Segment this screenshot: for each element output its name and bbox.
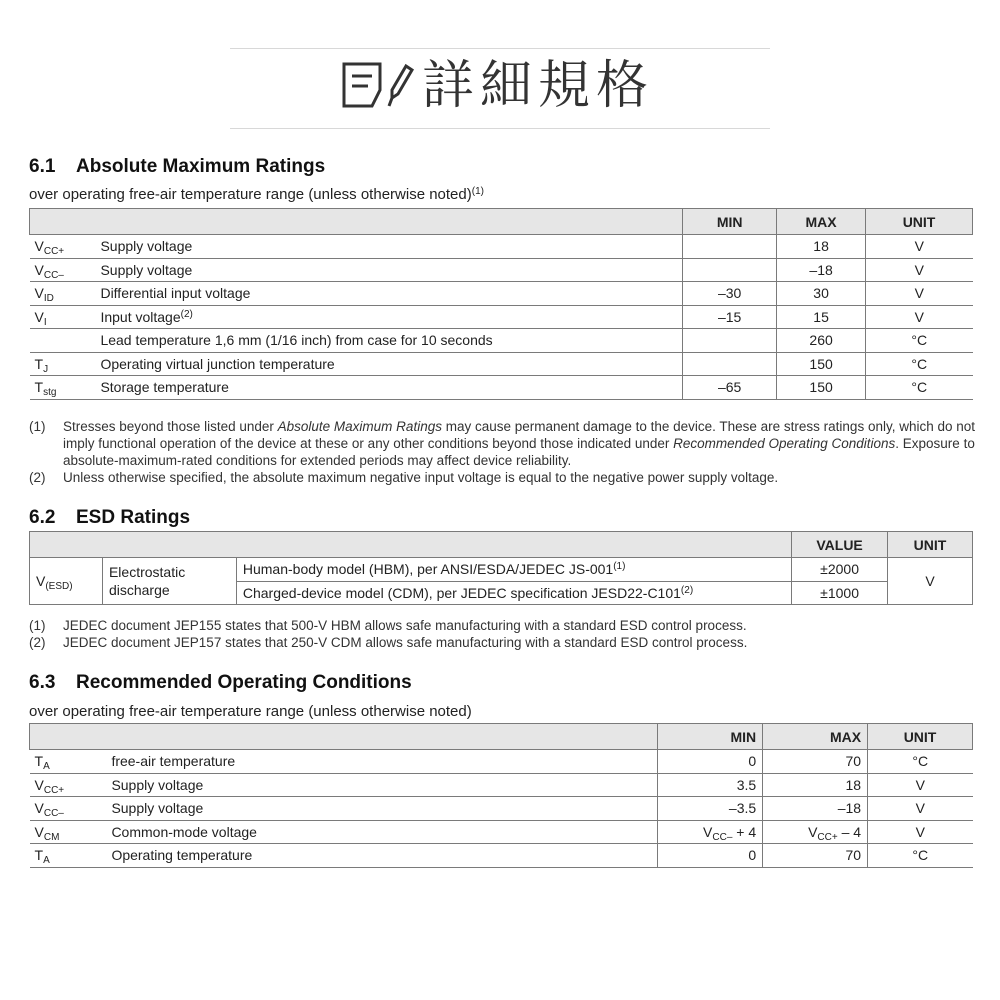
parameter-symbol bbox=[30, 844, 106, 868]
section-number: 6.3 bbox=[29, 672, 56, 693]
section-6-2-notes bbox=[29, 617, 975, 651]
esd-model-desc bbox=[236, 581, 791, 605]
symbol-letter: V bbox=[34, 308, 44, 325]
table-row bbox=[30, 797, 973, 821]
parameter-description bbox=[94, 305, 682, 329]
header-value: VALUE bbox=[792, 532, 888, 558]
table-row bbox=[30, 258, 973, 282]
note-italic-ref: Absolute Maximum Ratings bbox=[277, 419, 442, 434]
parameter-description: free-air temperature bbox=[105, 750, 657, 774]
note-text: JEDEC document JEP155 states that 500-V HBM allows safe manufacturing with a standard ESD control process. bbox=[63, 618, 747, 633]
footnote-ref: (2) bbox=[680, 584, 694, 596]
esd-unit: V bbox=[888, 558, 973, 605]
parameter-symbol bbox=[30, 235, 95, 259]
parameter-symbol bbox=[30, 773, 106, 797]
section-6-1-subtitle bbox=[29, 186, 484, 203]
unit-value: V bbox=[866, 258, 973, 282]
symbol-letter: V bbox=[34, 238, 44, 255]
parameter-symbol bbox=[30, 352, 95, 376]
parameter-symbol bbox=[30, 376, 95, 400]
header-min: MIN bbox=[683, 209, 777, 235]
parameter-symbol bbox=[30, 282, 95, 306]
unit-value: °C bbox=[866, 329, 973, 353]
note-italic-ref: Recommended Operating Conditions bbox=[673, 436, 896, 451]
symbol-letter: V bbox=[34, 823, 44, 840]
min-value: –65 bbox=[683, 376, 777, 400]
table-row bbox=[30, 820, 973, 844]
table-header-row bbox=[30, 209, 973, 235]
min-value: 3.5 bbox=[658, 773, 763, 797]
symbol-letter: V bbox=[808, 823, 818, 840]
parameter-description: Supply voltage bbox=[105, 797, 657, 821]
parameter-description bbox=[94, 376, 682, 400]
note-text bbox=[63, 418, 975, 469]
header-max: MAX bbox=[777, 209, 866, 235]
parameter-description bbox=[94, 258, 682, 282]
symbol-subscript: CM bbox=[43, 831, 60, 843]
unit-value: V bbox=[866, 305, 973, 329]
parameter-description bbox=[94, 235, 682, 259]
table-row bbox=[30, 282, 973, 306]
unit-value: V bbox=[866, 282, 973, 306]
symbol-subscript: CC– bbox=[712, 831, 733, 843]
section-6-2-heading bbox=[29, 507, 190, 529]
esd-ratings-table bbox=[29, 531, 973, 605]
symbol-letter: V bbox=[36, 573, 46, 589]
max-value: 30 bbox=[777, 282, 866, 306]
banner-title: 詳細規格 bbox=[422, 56, 655, 116]
esd-value: ±1000 bbox=[792, 581, 888, 605]
section-6-1-heading bbox=[29, 156, 325, 178]
symbol-subscript: CC+ bbox=[817, 831, 838, 843]
note-number: (1) bbox=[29, 419, 46, 434]
table-row bbox=[30, 329, 973, 353]
symbol-subscript: A bbox=[43, 761, 50, 773]
parameter-symbol bbox=[30, 305, 95, 329]
section-title: Absolute Maximum Ratings bbox=[76, 156, 326, 177]
min-value: 0 bbox=[658, 844, 763, 868]
symbol-letter: V bbox=[34, 285, 44, 302]
description-text: Differential input voltage bbox=[100, 285, 251, 302]
parameter-description bbox=[94, 329, 682, 353]
parameter-description bbox=[94, 352, 682, 376]
min-value bbox=[683, 258, 777, 282]
max-value: –18 bbox=[777, 258, 866, 282]
parameter-symbol bbox=[30, 820, 106, 844]
symbol-letter: T bbox=[34, 379, 44, 396]
symbol-letter: T bbox=[34, 355, 44, 372]
offset-text: – 4 bbox=[837, 823, 862, 840]
note-number: (2) bbox=[29, 635, 46, 650]
header-unit: UNIT bbox=[868, 724, 973, 750]
table-row bbox=[30, 376, 973, 400]
unit-value: V bbox=[868, 797, 973, 821]
max-value: 18 bbox=[777, 235, 866, 259]
note-text-part: may cause permanent damage to the device. These are stress ratings only, which do not imply functional operation of the device at these or any other conditions beyond those indicated under bbox=[63, 419, 976, 451]
recommended-operating-conditions-table bbox=[29, 723, 973, 868]
parameter-line: discharge bbox=[108, 582, 170, 598]
banner-bottom-divider bbox=[230, 128, 770, 129]
footnote-ref: (2) bbox=[180, 308, 193, 320]
esd-model-desc bbox=[236, 558, 791, 582]
header-min: MIN bbox=[658, 724, 763, 750]
footnote-ref: (1) bbox=[613, 561, 626, 573]
document-pen-icon bbox=[340, 60, 422, 124]
parameter-description: Supply voltage bbox=[105, 773, 657, 797]
symbol-letter: T bbox=[34, 753, 44, 770]
max-value: 18 bbox=[763, 773, 868, 797]
note-2 bbox=[29, 634, 975, 651]
max-value: 70 bbox=[763, 750, 868, 774]
min-value: 0 bbox=[658, 750, 763, 774]
offset-text: + 4 bbox=[732, 823, 757, 840]
unit-value: °C bbox=[866, 376, 973, 400]
symbol-subscript: ID bbox=[43, 293, 54, 305]
unit-value: °C bbox=[868, 844, 973, 868]
description-text: Lead temperature 1,6 mm (1/16 inch) from case for 10 seconds bbox=[100, 332, 493, 349]
symbol-subscript: CC+ bbox=[43, 784, 65, 796]
note-1 bbox=[29, 617, 975, 634]
section-title: ESD Ratings bbox=[76, 507, 191, 528]
description-text: Operating virtual junction temperature bbox=[100, 355, 335, 372]
symbol-subscript: I bbox=[43, 316, 47, 328]
parameter-symbol bbox=[30, 750, 106, 774]
symbol-letter: V bbox=[34, 776, 44, 793]
section-6-1-notes bbox=[29, 418, 975, 486]
note-number: (2) bbox=[29, 470, 46, 485]
banner-top-divider bbox=[230, 48, 770, 49]
note-1 bbox=[29, 418, 975, 469]
table-row bbox=[30, 844, 973, 868]
unit-value: °C bbox=[866, 352, 973, 376]
parameter-description: Common-mode voltage bbox=[105, 820, 657, 844]
parameter-symbol bbox=[30, 258, 95, 282]
note-number: (1) bbox=[29, 618, 46, 633]
symbol-subscript: J bbox=[43, 363, 49, 375]
section-number: 6.2 bbox=[29, 507, 56, 528]
max-value: 150 bbox=[777, 376, 866, 400]
section-title: Recommended Operating Conditions bbox=[76, 672, 412, 693]
note-text-part: . Exposure to absolute-maximum-rated conditions for extended periods may affect device reliability. bbox=[63, 436, 975, 468]
min-value: –30 bbox=[683, 282, 777, 306]
note-text-part: Stresses beyond those listed under bbox=[63, 419, 278, 434]
spec-banner bbox=[0, 44, 1000, 134]
symbol-subscript: stg bbox=[43, 387, 57, 399]
parameter-symbol bbox=[30, 329, 95, 353]
table-header-row bbox=[30, 532, 973, 558]
table-row bbox=[30, 352, 973, 376]
model-desc-text: Human-body model (HBM), per ANSI/ESDA/JEDEC JS-001 bbox=[242, 561, 614, 578]
symbol-letter: V bbox=[34, 800, 44, 817]
header-max: MAX bbox=[763, 724, 868, 750]
table-row bbox=[30, 305, 973, 329]
symbol-letter: V bbox=[34, 261, 44, 278]
note-text: Unless otherwise specified, the absolute maximum negative input voltage is equal to the negative power supply voltage. bbox=[63, 470, 779, 485]
header-blank bbox=[30, 724, 658, 750]
symbol-letter: V bbox=[703, 823, 713, 840]
min-value: –15 bbox=[683, 305, 777, 329]
min-value bbox=[683, 352, 777, 376]
header-blank bbox=[30, 209, 683, 235]
section-6-3-subtitle: over operating free-air temperature range (unless otherwise noted) bbox=[29, 703, 472, 720]
table-row bbox=[30, 558, 973, 582]
esd-symbol bbox=[30, 558, 103, 605]
parameter-description: Operating temperature bbox=[105, 844, 657, 868]
note-text: JEDEC document JEP157 states that 250-V CDM allows safe manufacturing with a standard ESD control process. bbox=[63, 635, 748, 650]
parameter-description bbox=[94, 282, 682, 306]
symbol-subscript: CC– bbox=[43, 808, 64, 820]
unit-value: V bbox=[868, 820, 973, 844]
description-text: Storage temperature bbox=[100, 379, 229, 396]
max-value: 70 bbox=[763, 844, 868, 868]
max-value bbox=[763, 820, 868, 844]
symbol-subscript: CC– bbox=[43, 269, 64, 281]
esd-value: ±2000 bbox=[792, 558, 888, 582]
esd-parameter bbox=[102, 558, 236, 605]
description-text: Supply voltage bbox=[100, 238, 193, 255]
absolute-max-ratings-table bbox=[29, 208, 973, 400]
unit-value: V bbox=[868, 773, 973, 797]
min-value bbox=[683, 329, 777, 353]
max-value: 260 bbox=[777, 329, 866, 353]
footnote-ref: (1) bbox=[471, 186, 484, 197]
min-value: –3.5 bbox=[658, 797, 763, 821]
section-number: 6.1 bbox=[29, 156, 56, 177]
header-blank bbox=[30, 532, 792, 558]
parameter-line: Electrostatic bbox=[108, 564, 186, 580]
description-text: Input voltage bbox=[100, 308, 181, 325]
min-value bbox=[658, 820, 763, 844]
section-6-3-heading bbox=[29, 672, 412, 694]
symbol-letter: T bbox=[34, 847, 44, 864]
max-value: –18 bbox=[763, 797, 868, 821]
header-unit: UNIT bbox=[888, 532, 973, 558]
max-value: 15 bbox=[777, 305, 866, 329]
table-row bbox=[30, 773, 973, 797]
table-row bbox=[30, 235, 973, 259]
symbol-subscript: CC+ bbox=[43, 246, 65, 258]
unit-value: V bbox=[866, 235, 973, 259]
subtitle-text: over operating free-air temperature range (unless otherwise noted) bbox=[29, 186, 472, 203]
min-value bbox=[683, 235, 777, 259]
note-2 bbox=[29, 469, 975, 486]
symbol-subscript: (ESD) bbox=[45, 581, 73, 592]
table-header-row bbox=[30, 724, 973, 750]
header-unit: UNIT bbox=[866, 209, 973, 235]
max-value: 150 bbox=[777, 352, 866, 376]
parameter-symbol bbox=[30, 797, 106, 821]
table-row bbox=[30, 750, 973, 774]
description-text: Supply voltage bbox=[100, 261, 193, 278]
model-desc-text: Charged-device model (CDM), per JEDEC specification JESD22-C101 bbox=[242, 584, 681, 601]
symbol-subscript: A bbox=[43, 855, 50, 867]
unit-value: °C bbox=[868, 750, 973, 774]
